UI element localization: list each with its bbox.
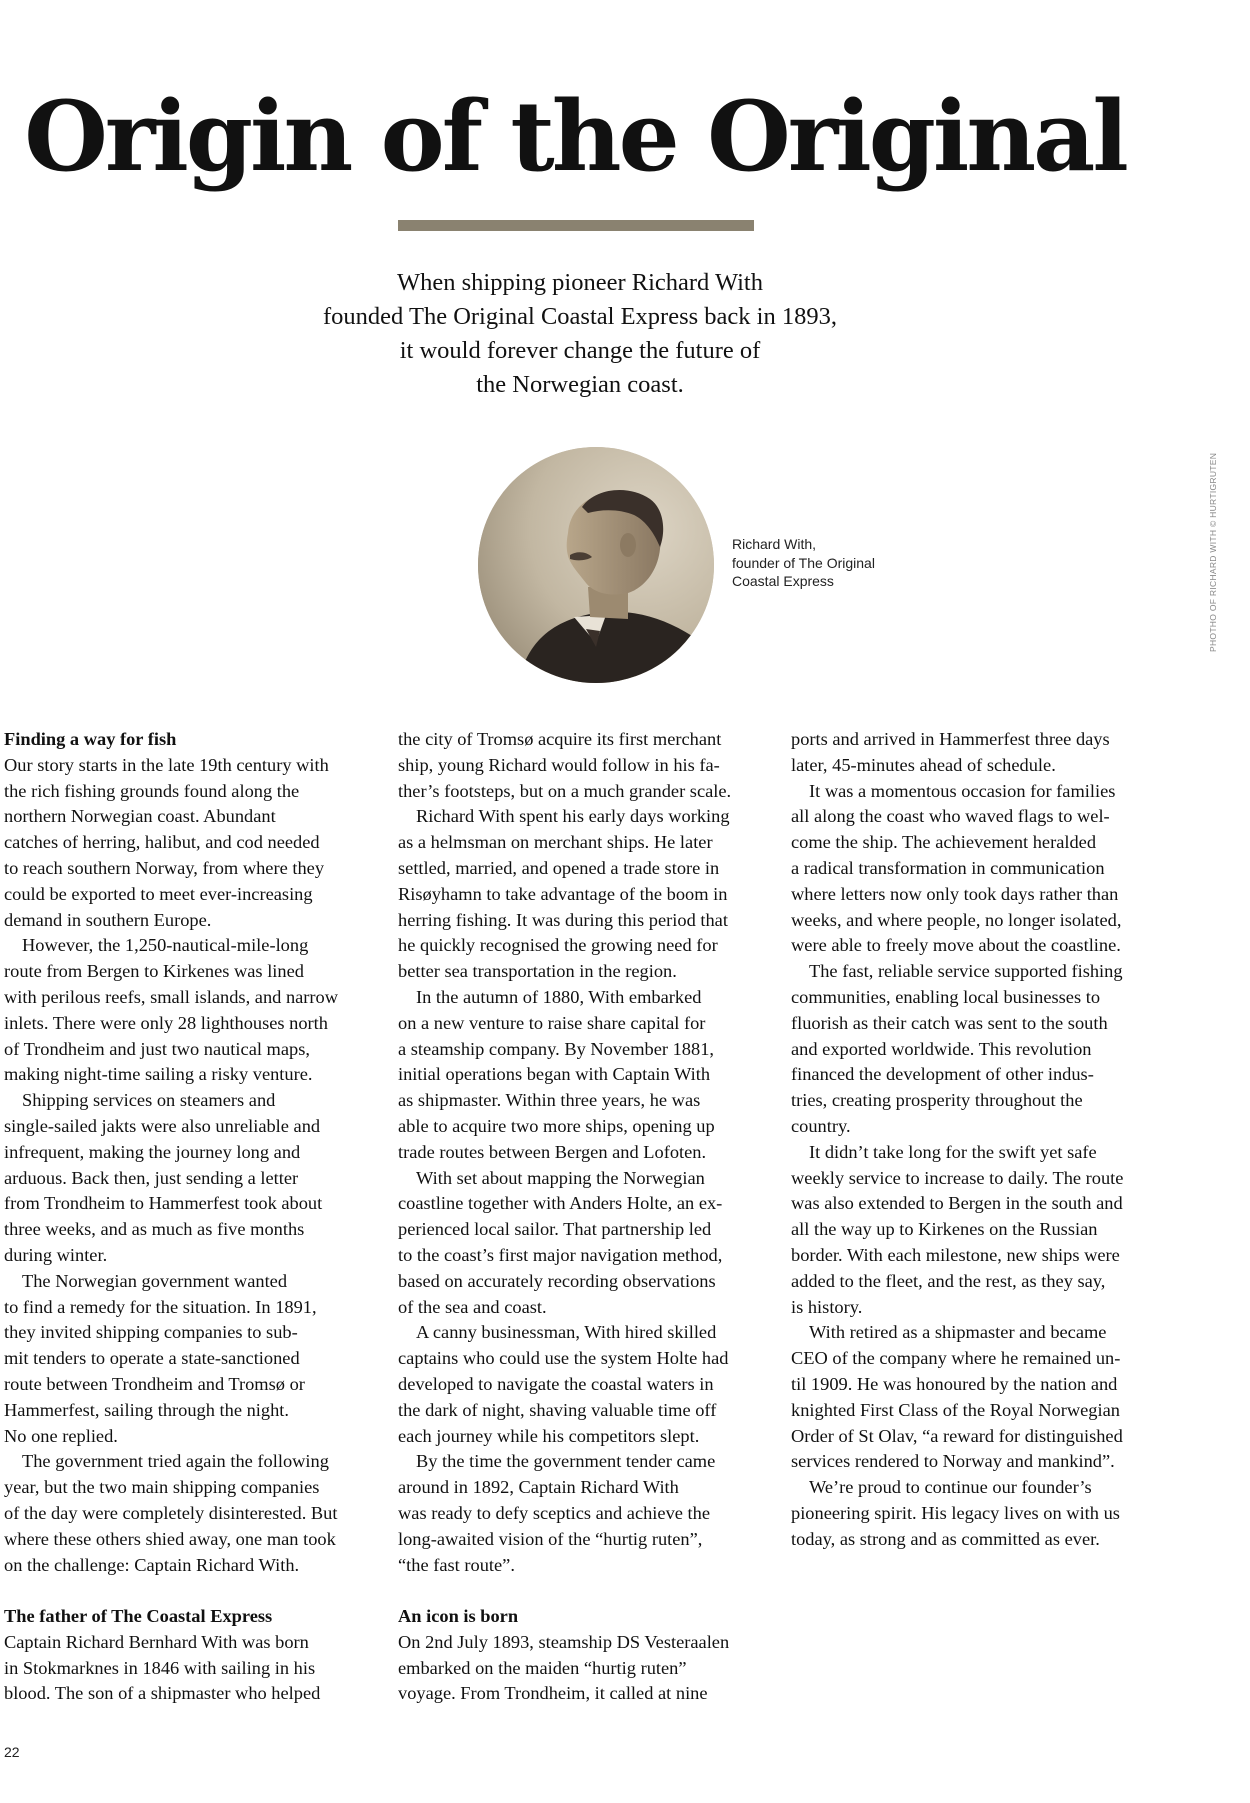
text-line: til 1909. He was honoured by the nation and [791, 1373, 1118, 1394]
page-title: Origin of the Original [24, 80, 1126, 193]
text-line: during winter. [4, 1244, 108, 1265]
subheading-finding-a-way-for-fish: Finding a way for fish [4, 729, 177, 749]
text-line: each journey while his competitors slept. [398, 1425, 700, 1446]
intro-line: the Norwegian coast. [476, 371, 684, 398]
text-line: perienced local sailor. That partnership led [398, 1219, 712, 1240]
text-line: come the ship. The achievement heralded [791, 832, 1097, 853]
text-line: demand in southern Europe. [4, 909, 212, 930]
text-line: as shipmaster. Within three years, he was [398, 1090, 701, 1111]
text-line: The government tried again the following [22, 1451, 329, 1472]
text-line: where letters now only took days rather than [791, 883, 1119, 904]
text-line: Risøyhamn to take advantage of the boom in [398, 883, 728, 904]
section-gap [398, 1578, 768, 1604]
text-line: and exported worldwide. This revolution [791, 1038, 1092, 1059]
text-line: CEO of the company where he remained un- [791, 1348, 1121, 1369]
text-line: It was a momentous occasion for families [809, 780, 1116, 801]
text-line: Shipping services on steamers and [22, 1090, 276, 1111]
text-line: on the challenge: Captain Richard With. [4, 1554, 300, 1575]
text-line: around in 1892, Captain Richard With [398, 1477, 679, 1498]
text-line: from Trondheim to Hammerfest took about [4, 1193, 323, 1214]
text-line: infrequent, making the journey long and [4, 1141, 301, 1162]
text-line: of the sea and coast. [398, 1296, 547, 1317]
text-line: blood. The son of a shipmaster who helped [4, 1683, 321, 1704]
text-line: was also extended to Bergen in the south and [791, 1193, 1123, 1214]
text-line: all the way up to Kirkenes on the Russian [791, 1219, 1098, 1240]
text-line: With retired as a shipmaster and became [809, 1322, 1107, 1343]
article-column-3 [791, 727, 1161, 1553]
portrait-illustration [478, 447, 714, 683]
text-line: coastline together with Anders Holte, an ex- [398, 1193, 723, 1214]
text-line: weekly service to increase to daily. The route [791, 1167, 1124, 1188]
text-line: to the coast’s first major navigation method, [398, 1244, 723, 1265]
photo-credit [1200, 452, 1218, 652]
text-line: However, the 1,250-nautical-mile-long [22, 935, 309, 956]
text-line: of Trondheim and just two nautical maps, [4, 1038, 310, 1059]
text-line: Hammerfest, sailing through the night. [4, 1399, 290, 1420]
text-line: they invited shipping companies to sub- [4, 1322, 298, 1343]
text-line: On 2nd July 1893, steamship DS Vesteraalen [398, 1631, 730, 1652]
text-line: “the fast route”. [398, 1554, 515, 1575]
intro-line: it would forever change the future of [399, 337, 761, 364]
text-line: services rendered to Norway and mankind”. [791, 1451, 1115, 1472]
text-line: It didn’t take long for the swift yet safe [809, 1141, 1097, 1162]
text-line: embarked on the maiden “hurtig ruten” [398, 1657, 687, 1678]
text-line: route from Bergen to Kirkenes was lined [4, 961, 304, 982]
text-line: pioneering spirit. His legacy lives on with us [791, 1502, 1120, 1523]
text-line: captains who could use the system Holte had [398, 1348, 729, 1369]
text-line: he quickly recognised the growing need for [398, 935, 718, 956]
subheading-an-icon-is-born: An icon is born [398, 1606, 519, 1627]
text-line: A canny businessman, With hired skilled [416, 1322, 717, 1343]
text-line: With set about mapping the Norwegian [416, 1167, 705, 1188]
portrait-caption [732, 535, 932, 591]
text-line: weeks, and where people, no longer isolated, [791, 909, 1122, 930]
title-divider [398, 220, 754, 231]
text-line: was ready to defy sceptics and achieve the [398, 1502, 710, 1523]
caption-line: Richard With, [732, 536, 817, 552]
text-line: catches of herring, halibut, and cod needed [4, 832, 320, 853]
text-line: ports and arrived in Hammerfest three days [791, 729, 1110, 749]
text-line: to find a remedy for the situation. In 1891, [4, 1296, 317, 1317]
subheading-father-of-coastal-express: The father of The Coastal Express [4, 1606, 273, 1627]
text-line: The fast, reliable service supported fishing [809, 961, 1123, 982]
text-line: were able to freely move about the coastline. [791, 935, 1121, 956]
text-line: arduous. Back then, just sending a letter [4, 1167, 299, 1188]
intro-line: founded The Original Coastal Express back in 1893, [323, 303, 837, 330]
text-line: where these others shied away, one man took [4, 1528, 336, 1549]
section-gap [4, 1578, 374, 1604]
text-line: settled, married, and opened a trade store in [398, 857, 720, 878]
text-line: able to acquire two more ships, opening up [398, 1115, 715, 1136]
text-line: year, but the two main shipping companies [4, 1477, 320, 1498]
caption-line: founder of The Original [732, 554, 875, 571]
text-line: the city of Tromsø acquire its first merchant [398, 729, 722, 749]
text-line: added to the fleet, and the rest, as they say, [791, 1270, 1106, 1291]
text-line: We’re proud to continue our founder’s [809, 1477, 1092, 1498]
caption-line: Coastal Express [732, 573, 834, 589]
text-line: Our story starts in the late 19th century with [4, 754, 329, 775]
text-line: Richard With spent his early days working [416, 806, 730, 827]
intro-standfirst [270, 266, 890, 402]
text-line: In the autumn of 1880, With embarked [416, 986, 702, 1007]
text-line: later, 45-minutes ahead of schedule. [791, 754, 1056, 775]
text-line: the rich fishing grounds found along the [4, 780, 300, 801]
text-line: tries, creating prosperity throughout the [791, 1090, 1083, 1111]
text-line: today, as strong and as committed as ever. [791, 1528, 1100, 1549]
text-line: of the day were completely disinterested. But [4, 1502, 338, 1523]
text-line: the dark of night, shaving valuable time off [398, 1399, 717, 1420]
text-line: Order of St Olav, “a reward for distinguished [791, 1425, 1123, 1446]
text-line: No one replied. [4, 1425, 118, 1446]
photo-credit-text: PHOTHO OF RICHARD WITH © HURTIGRUTEN [1208, 452, 1218, 652]
text-line: a steamship company. By November 1881, [398, 1038, 714, 1059]
text-line: with perilous reefs, small islands, and narrow [4, 986, 339, 1007]
text-line: could be exported to meet ever-increasing [4, 883, 313, 904]
text-line: northern Norwegian coast. Abundant [4, 806, 276, 827]
intro-line: When shipping pioneer Richard With [397, 269, 763, 296]
text-line: ther’s footsteps, but on a much grander scale. [398, 780, 732, 801]
text-line: three weeks, and as much as five months [4, 1219, 305, 1240]
text-line: route between Trondheim and Tromsø or [4, 1373, 305, 1394]
text-line: communities, enabling local businesses to [791, 986, 1101, 1007]
text-line: is history. [791, 1296, 863, 1317]
text-line: By the time the government tender came [416, 1451, 716, 1472]
text-line: financed the development of other indus- [791, 1064, 1094, 1085]
text-line: inlets. There were only 28 lighthouses north [4, 1012, 328, 1033]
text-line: all along the coast who waved flags to wel- [791, 806, 1110, 827]
text-line: single-sailed jakts were also unreliable and [4, 1115, 321, 1136]
text-line: border. With each milestone, new ships were [791, 1244, 1120, 1265]
text-line: long-awaited vision of the “hurtig ruten”, [398, 1528, 703, 1549]
text-line: in Stokmarknes in 1846 with sailing in his [4, 1657, 316, 1678]
text-line: The Norwegian government wanted [22, 1270, 288, 1291]
text-line: Captain Richard Bernhard With was born [4, 1631, 309, 1652]
text-line: fluorish as their catch was sent to the south [791, 1012, 1108, 1033]
page-number: 22 [4, 1744, 20, 1760]
text-line: based on accurately recording observations [398, 1270, 716, 1291]
richard-with-portrait [478, 447, 714, 683]
text-line: initial operations began with Captain With [398, 1064, 711, 1085]
text-line: herring fishing. It was during this period that [398, 909, 728, 930]
text-line: to reach southern Norway, from where they [4, 857, 325, 878]
text-line: trade routes between Bergen and Lofoten. [398, 1141, 707, 1162]
text-line: mit tenders to operate a state-sanctioned [4, 1348, 300, 1369]
text-line: voyage. From Trondheim, it called at nine [398, 1683, 708, 1704]
text-line: on a new venture to raise share capital for [398, 1012, 706, 1033]
text-line: country. [791, 1115, 851, 1136]
article-column-1 [4, 727, 374, 1707]
text-line: better sea transportation in the region. [398, 961, 677, 982]
text-line: a radical transformation in communication [791, 857, 1105, 878]
text-line: knighted First Class of the Royal Norwegian [791, 1399, 1120, 1420]
text-line: as a helmsman on merchant ships. He later [398, 832, 713, 853]
text-line: developed to navigate the coastal waters in [398, 1373, 714, 1394]
article-column-2 [398, 727, 768, 1707]
text-line: ship, young Richard would follow in his fa- [398, 754, 720, 775]
text-line: making night-time sailing a risky venture. [4, 1064, 313, 1085]
